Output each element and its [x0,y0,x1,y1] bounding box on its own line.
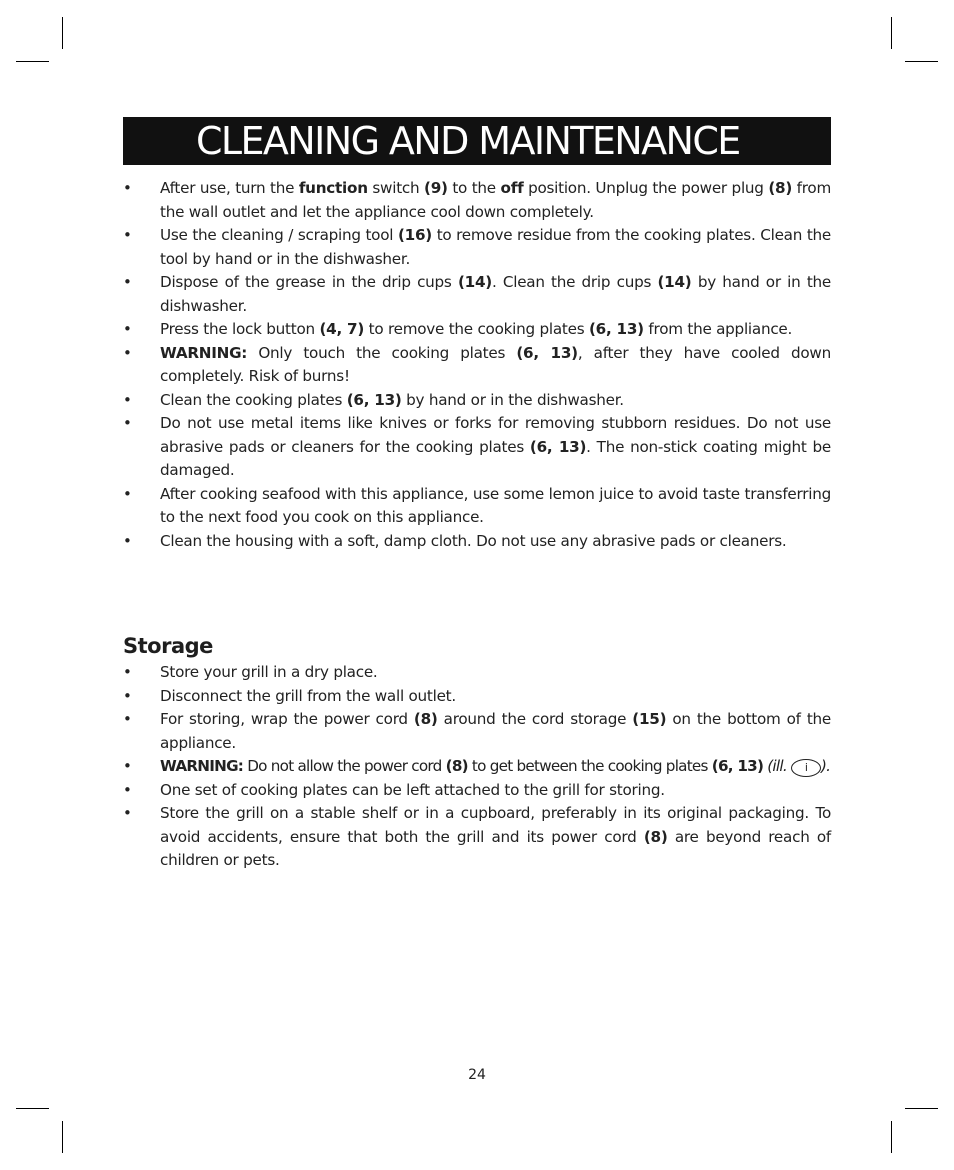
list-item: • Do not use metal items like knives or forks for removing stubborn residues. Do not use abrasive pads or cleaners for the cooking plates (6, 13). The non-stick coating might be damaged. [123,412,831,483]
crop-mark [891,17,892,49]
list-item: • Dispose of the grease in the drip cups (14). Clean the drip cups (14) by hand or in the dishwasher. [123,271,831,318]
crop-mark [891,1121,892,1153]
crop-mark [16,1108,49,1109]
cleaning-list [123,177,831,553]
page-title: CLEANING AND MAINTENANCE [123,117,831,165]
list-item: • Press the lock button (4, 7) to remove the cooking plates (6, 13) from the appliance. [123,318,831,342]
list-item: • WARNING: Only touch the cooking plates (6, 13), after they have cooled down completely. Risk of burns! [123,342,831,389]
list-item: • Clean the cooking plates (6, 13) by hand or in the dishwasher. [123,389,831,413]
crop-mark [905,1108,938,1109]
crop-mark [905,61,938,62]
crop-mark [16,61,49,62]
storage-list [123,661,831,873]
illustration-i-icon: i [791,759,821,777]
list-item: • After cooking seafood with this appliance, use some lemon juice to avoid taste transferring to the next food you cook on this appliance. [123,483,831,530]
list-item: • Disconnect the grill from the wall outlet. [123,685,831,709]
crop-mark [62,1121,63,1153]
crop-mark [62,17,63,49]
list-item: • After use, turn the function switch (9) to the off position. Unplug the power plug (8) from the wall outlet and let the appliance cool down completely. [123,177,831,224]
page-number: 24 [468,1067,486,1083]
storage-heading: Storage [123,634,213,658]
list-item: • Store the grill on a stable shelf or in a cupboard, preferably in its original packaging. To avoid accidents, ensure that both the grill and its power cord (8) are beyond reach of children or pets. [123,802,831,873]
list-item: • Store your grill in a dry place. [123,661,831,685]
list-item: • For storing, wrap the power cord (8) around the cord storage (15) on the bottom of the appliance. [123,708,831,755]
list-item: • Use the cleaning / scraping tool (16) to remove residue from the cooking plates. Clean the tool by hand or in the dishwasher. [123,224,831,271]
list-item: • Clean the housing with a soft, damp cloth. Do not use any abrasive pads or cleaners. [123,530,831,554]
list-item: • WARNING: Do not allow the power cord (8) to get between the cooking plates (6, 13) (ill. i ). [123,755,831,779]
list-item: • One set of cooking plates can be left attached to the grill for storing. [123,779,831,803]
